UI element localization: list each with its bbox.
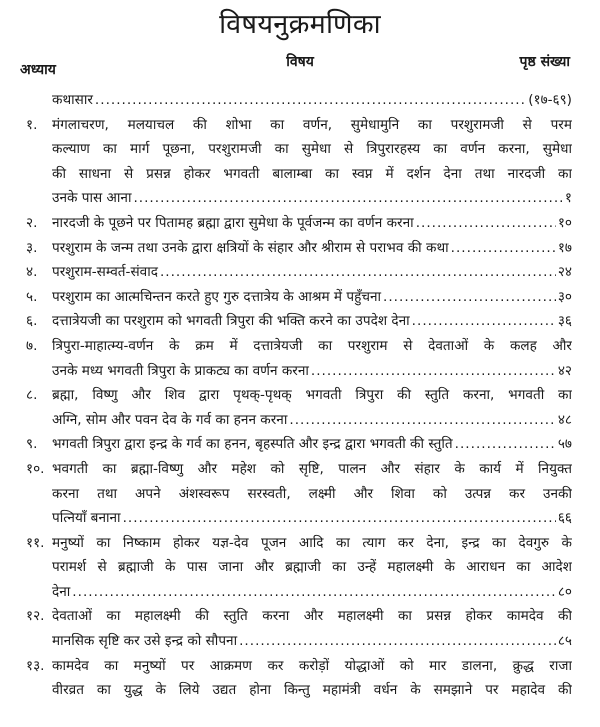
page-number: १ <box>564 190 572 207</box>
page-number: ३६ <box>557 313 572 330</box>
toc-entry <box>0 654 600 703</box>
entry-text-line: ब्रह्मा, विष्णु और शिव द्वारा पृथक्-पृथक् भगवती त्रिपुरा की स्तुति करना, भगवती का <box>52 387 572 404</box>
dot-leader <box>383 285 556 310</box>
page-number: ५७ <box>557 436 572 453</box>
page-number: १० <box>557 214 572 231</box>
chapter-number: १. <box>26 116 38 133</box>
toc-entry <box>0 309 600 334</box>
summary-label: कथासार <box>52 92 93 108</box>
dot-leader <box>412 309 556 334</box>
toc-entry <box>0 113 600 211</box>
entry-text-line: पत्नियाँ बनाना <box>52 510 121 527</box>
entry-text-line: मनुष्यों का निष्काम होकर यज्ञ-देव पूजन आदि का त्याग कर देना, इन्द्र का देवगुरु के <box>52 534 572 551</box>
chapter-number: ८. <box>26 387 38 404</box>
page-number: ३० <box>557 288 572 305</box>
chapter-number: १०. <box>26 460 45 477</box>
dot-leader <box>451 236 556 261</box>
entry-text-line: नारदजी के पूछने पर पितामह ब्रह्मा द्वारा सुमेधा के पूर्वजन्म का वर्णन करना <box>52 214 414 231</box>
entry-text-line: उनके पास आना <box>52 190 132 207</box>
entry-text-line: कामदेव का मनुष्यों पर आक्रमण कर करोड़ों योद्धाओं को मार डालना, क्रुद्ध राजा <box>52 657 572 674</box>
chapter-number: २. <box>26 214 38 231</box>
dot-leader <box>72 580 556 605</box>
page-title: विषयनुक्रमणिका <box>219 9 381 40</box>
dot-leader <box>95 88 526 113</box>
chapter-number: ९. <box>26 436 38 453</box>
column-header-subject: विषय <box>286 54 314 70</box>
entry-text-line: मानसिक सृष्टि कर उसे इन्द्र को सौपना <box>52 633 238 650</box>
toc-entry <box>0 334 600 383</box>
entry-text-line: परशुराम के जन्म तथा उनके द्वारा क्षत्रियों के संहार और श्रीराम से पराभव की कथा <box>52 239 449 256</box>
entry-text-line: परशुराम-सम्वर्त-संवाद <box>52 264 158 281</box>
toc-entry <box>0 432 600 457</box>
summary-entry <box>0 88 600 113</box>
chapter-number: ५. <box>26 288 38 305</box>
entry-text-line: देवताओं का महालक्ष्मी की स्तुति करना और महालक्ष्मी का प्रसन्न होकर कामदेव की <box>52 608 572 625</box>
entry-text-line: परामर्श से ब्रह्माजी के पास जाना और ब्रह्माजी का उन्हें महालक्ष्मी के आराधन का आदेश <box>52 559 572 576</box>
entry-text-line: भवगती का ब्रह्मा-विष्णु और महेश को सृष्टि, पालन और संहार के कार्य में नियुक्त <box>52 460 572 477</box>
page-number: ६६ <box>557 510 572 527</box>
summary-page: (१७-६९) <box>528 92 572 108</box>
column-header-chapter: अध्याय <box>20 62 56 78</box>
chapter-number: ६. <box>26 313 38 330</box>
entry-text-line: कल्याण का मार्ग पूछना, परशुरामजी का सुमेधा से त्रिपुरारहस्य का वर्णन करना, सुमेधा <box>52 141 572 158</box>
entry-text-line: देना <box>52 583 71 600</box>
toc-entry <box>0 211 600 236</box>
toc-entry <box>0 531 600 605</box>
toc-entry <box>0 260 600 285</box>
page-number: १७ <box>557 239 572 256</box>
entry-text-line: दत्तात्रेयजी का परशुराम को भगवती त्रिपुरा की भक्ति करने का उपदेश देना <box>52 313 410 330</box>
page-number: ८० <box>557 583 572 600</box>
chapter-number: ३. <box>26 239 38 256</box>
page-number: ८५ <box>557 633 572 650</box>
dot-leader <box>133 186 562 211</box>
dot-leader <box>455 432 556 457</box>
toc-entry <box>0 604 600 653</box>
entry-text-line: की साधना से प्रसन्न होकर भगवती बालाम्बा का स्वप्न में दर्शन देना तथा नारदजी का <box>52 165 572 182</box>
entry-text-line: वीरव्रत का युद्ध के लिये उद्यत होना किन्तु महामंत्री वर्धन के समझाने पर महादेव की <box>52 682 572 699</box>
entry-text-line: अग्नि, सोम और पवन देव के गर्व का हनन करना <box>52 411 288 428</box>
entry-text-line: उनके मध्य भगवती त्रिपुरा के प्राकट्य का वर्णन करना <box>52 362 309 379</box>
entry-text-line: त्रिपुरा-माहात्म्य-वर्णन के क्रम में दत्तात्रेयजी का परशुराम से देवताओं के कलह और <box>52 337 572 354</box>
page-number: ४८ <box>557 411 572 428</box>
chapter-number: १२. <box>26 608 45 625</box>
dot-leader <box>160 260 556 285</box>
toc-entry <box>0 383 600 432</box>
page-number: ४२ <box>557 362 572 379</box>
page-number: २४ <box>557 264 572 281</box>
toc-entry <box>0 285 600 310</box>
entry-text-line: मंगलाचरण, मलयाचल की शोभा का वर्णन, सुमेधामुनि का परशुरामजी से परम <box>52 116 572 133</box>
column-header-page-number: पृष्ठ संख्या <box>519 54 570 70</box>
toc-entries <box>0 113 600 703</box>
entry-text-line: परशुराम का आत्मचिन्तन करते हुए गुरु दत्तात्रेय के आश्रम में पहुँचना <box>52 288 382 305</box>
entry-text-line: करना तथा अपने अंशस्वरूप सरस्वती, लक्ष्मी और शिवा को उत्पन्न कर उनकी <box>52 485 572 502</box>
toc-entry <box>0 236 600 261</box>
dot-leader <box>311 359 556 384</box>
entry-text-line: भगवती त्रिपुरा द्वारा इन्द्र के गर्व का हनन, बृहस्पति और इन्द्र द्वारा भगवती की स्तुति <box>52 436 453 453</box>
toc-entry <box>0 457 600 531</box>
dot-leader <box>123 506 556 531</box>
chapter-number: १३. <box>26 657 45 674</box>
dot-leader <box>289 408 555 433</box>
chapter-number: ४. <box>26 264 38 281</box>
chapter-number: ७. <box>26 337 38 354</box>
dot-leader <box>239 629 556 654</box>
chapter-number: ११. <box>26 534 45 551</box>
table-of-contents <box>0 88 600 703</box>
dot-leader <box>416 211 556 236</box>
